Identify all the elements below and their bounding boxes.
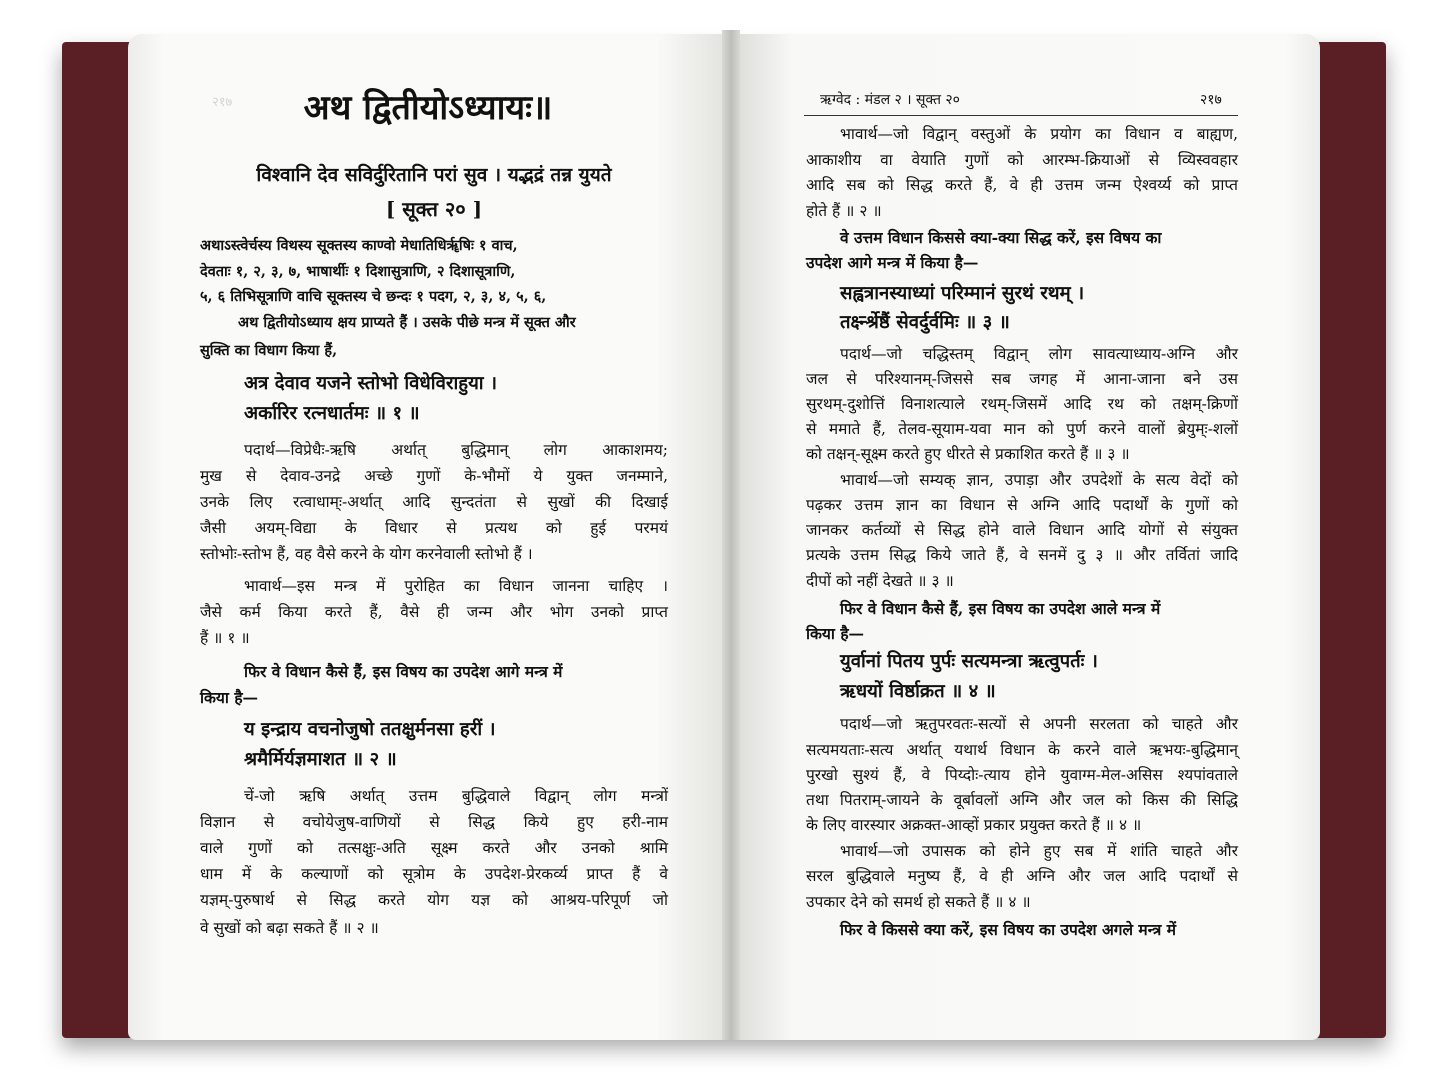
verse-heading: विश्वानि देव सविर्दुरितानि परां सुव । यद्भद्रं तन्न युयते bbox=[256, 164, 612, 186]
mantra-line: युर्वानां पितय पुर्पः सत्यमन्त्रा ऋत्वुपर्तः । bbox=[840, 651, 1098, 672]
intro-line: सुक्ति का विधाग किया हैं, bbox=[200, 342, 338, 359]
padartha-line: पदार्थ—जो ऋतुपरवतः-सत्यों से अपनी सरलता को चाहते और bbox=[840, 715, 1238, 733]
padartha-line: पदार्थ—जो चद्धिस्तम् विद्वान् लोग सावत्याध्याय-अग्नि और bbox=[840, 345, 1238, 363]
intro-line: अथ द्वितीयोऽध्याय क्षय प्राप्यते हैं । उसके पीछे मन्त्र में सूक्त और bbox=[238, 314, 576, 331]
subject-intro: किया है— bbox=[200, 688, 259, 707]
padartha-line: वे सुखों को बढ़ा सकते हैं ॥ २ ॥ bbox=[200, 919, 379, 937]
mantra-line: तर्क्ष्न्श्रेष्ठैं सेवर्दुर्वमिः ॥ ३ ॥ bbox=[840, 312, 1010, 333]
bhavartha-line: भावार्थ—जो विद्वान् वस्तुओं के प्रयोग का विधान व बाह्यण, bbox=[840, 125, 1238, 143]
bhavartha-line: भावार्थ—जो उपासक को होने हुए सब में शांति चाहते और bbox=[840, 842, 1238, 860]
padartha-line: जल से परिश्यानम्-जिससे सब जगह में आना-जाना बने उस bbox=[806, 370, 1238, 388]
padartha-line: चें-जो ऋषि अर्थात् उत्तम बुद्धिवाले विद्वान् लोग मन्त्रों bbox=[244, 787, 668, 805]
intro-line: अथाऽस्त्वेर्चस्य विथस्य सूक्तस्य काण्वो मेधातिधिर्ॠषिः १ वाच, bbox=[200, 237, 518, 254]
subject-intro: फिर वे किससे क्या करें, इस विषय का उपदेश अगले मन्त्र में bbox=[840, 920, 1176, 939]
padartha-line: से ममाते हैं, तेलव-सूयाम-यवा मान को पुर्ण करने वालों ब्रेयुम्ः-शलों bbox=[806, 420, 1238, 438]
padartha-line: के लिए वारस्यार अक्रक्त-आव्हों प्रकार प्रयुक्त करते हैं ॥ ४ ॥ bbox=[806, 816, 1142, 834]
running-head: ऋग्वेद : मंडल २ । सूक्त २० bbox=[820, 92, 960, 108]
intro-line: ५, ६ तिभिसूत्राणि वाचि सूक्तस्य चे छन्दः १ पदग, २, ३, ४, ५, ६, bbox=[200, 288, 547, 305]
intro-line: देवताः १, २, ३, ७, भाषार्थीः १ दिशासुत्राणि, २ दिशासूत्राणि, bbox=[200, 263, 516, 280]
subject-intro: फिर वे विधान कैसे हैं, इस विषय का उपदेश आले मन्त्र में bbox=[840, 599, 1161, 618]
padartha-line: मुख से देवाव-उनद्रे अच्छे गुणों के-भौमों ये युक्त जनम्माने, bbox=[200, 467, 668, 485]
padartha-line: जैसी अयम्-विद्या के विधार से प्रत्यथ को हुई परमयं bbox=[200, 519, 668, 537]
padartha-line: उनके लिए रत्वाधाम्ः-अर्थात् आदि सुन्दतंता से सुखों की दिखाई bbox=[200, 493, 668, 511]
page-number: २१७ bbox=[1200, 92, 1222, 108]
padartha-line: धाम में के कल्याणों को सूत्रोम के उपदेश-प्रेरकर्व्य प्राप्त हैं वे bbox=[200, 865, 668, 883]
mantra-line: अर्कारिर रत्नधार्तमः ॥ १ ॥ bbox=[244, 403, 420, 424]
ghost-page-number: २१७ bbox=[212, 95, 233, 110]
subject-intro: वे उत्तम विधान किससे क्या-क्या सिद्ध करें, इस विषय का bbox=[840, 228, 1162, 247]
padartha-line: विज्ञान से वचोयेजुष-वाणियों से सिद्ध किये हुए हरी-नाम bbox=[200, 813, 668, 831]
padartha-line: यज्ञम्-पुरुषार्थ से सिद्ध करते योग यज्ञ को आश्रय-परिपूर्ण जो bbox=[200, 891, 668, 909]
bhavartha-line: दीपों को नहीं देखते ॥ ३ ॥ bbox=[806, 572, 954, 590]
bhavartha-line: जैसे कर्म किया करते हैं, वैसे ही जन्म और भोग उनको प्राप्त bbox=[200, 603, 668, 621]
mantra-line: सह्वत्रानस्याध्यां परिम्मानं सुरथं रथम् । bbox=[840, 283, 1085, 304]
bhavartha-line: भावार्थ—जो सम्यक् ज्ञान, उपाड़ा और उपदेशों के सत्य वेदों को bbox=[840, 471, 1238, 489]
bhavartha-line: आकाशीय वा वेयाति गुणों को आरम्भ-क्रियाओं से व्यिस्ववहार bbox=[806, 151, 1238, 169]
bhavartha-line: पढ़कर उत्तम ज्ञान का विधान से अग्नि आदि पदार्थों के गुणों को bbox=[806, 496, 1238, 514]
bhavartha-line: भावार्थ—इस मन्त्र में पुरोहित का विधान जानना चाहिए । bbox=[244, 577, 668, 595]
padartha-line: को तक्षन्-सूक्ष्म करते हुए धीरते से प्रकाशित करते हैं ॥ ३ ॥ bbox=[806, 445, 1130, 463]
bhavartha-line: सरल बुद्धिवाले मनुष्य हैं, वे ही अग्नि और जल आदि पदार्थों से bbox=[806, 867, 1238, 885]
bhavartha-line: होते हैं ॥ २ ॥ bbox=[806, 202, 882, 220]
subject-intro: उपदेश आगे मन्त्र में किया है— bbox=[806, 253, 979, 272]
bhavartha-line: हैं ॥ १ ॥ bbox=[200, 629, 250, 647]
padartha-line: पदार्थ—विप्रेधैः-ऋषि अर्थात् बुद्धिमान् लोग आकाशमय; bbox=[244, 441, 668, 459]
subject-intro: किया है— bbox=[806, 624, 865, 643]
subject-intro: फिर वे विधान कैसे हैं, इस विषय का उपदेश आगे मन्त्र में bbox=[244, 662, 563, 681]
book-gutter bbox=[722, 30, 740, 1040]
header-rule bbox=[804, 115, 1238, 116]
chapter-title: अथ द्वितीयोऽध्यायः॥ bbox=[303, 88, 553, 128]
mantra-line: श्रमैर्मिर्यज्ञमाशत ॥ २ ॥ bbox=[244, 749, 397, 770]
bhavartha-line: उपकार देने को समर्थ हो सकते हैं ॥ ४ ॥ bbox=[806, 893, 1031, 911]
padartha-line: तथा पितराम्-जायने के वूर्बावलों अग्नि और जल को किस की सिद्धि bbox=[806, 791, 1238, 809]
mantra-line: य इन्द्राय वचनोजुषो ततक्षुर्मनसा हरीं । bbox=[244, 719, 496, 740]
padartha-line: सत्यमयताः-सत्य अर्थात् यथार्थ विधान के करने वाले ऋभयः-बुद्धिमान् bbox=[806, 741, 1238, 759]
padartha-line: स्तोभोः-स्तोभ हैं, वह वैसे करने के योग करनेवाली स्तोभो हैं । bbox=[200, 545, 533, 563]
mantra-line: ऋधयों विर्ष्ठाक्रत ॥ ४ ॥ bbox=[840, 681, 996, 702]
bhavartha-line: आदि सब को सिद्ध करते हैं, वे ही उत्तम जन्म ऐश्वर्य्य को प्राप्त bbox=[806, 176, 1238, 194]
bhavartha-line: जानकर कर्तव्यों से सिद्ध होने वाले विधान आदि योगों से संयुक्त bbox=[806, 521, 1238, 539]
mantra-line: अत्र देवाव यजने स्तोभो विधेविराहुया । bbox=[244, 373, 498, 394]
padartha-line: वाले गुणों को तत्सक्षुः-अति सूक्ष्म करते और उनको श्रामि bbox=[200, 839, 668, 857]
sukta-label: [ सूक्त २० ] bbox=[385, 197, 483, 221]
padartha-line: पुरखो सुश्यं हैं, वे पिय्दोः-त्याय होने युवाग्म-मेल-असिस श्यपांवताले bbox=[806, 766, 1238, 784]
padartha-line: सुरथम्-दुशोत्तिं विनाशत्याले रथम्-जिसमें आदि रथ को तक्षम्-क्रिणों bbox=[806, 395, 1238, 413]
bhavartha-line: प्रत्यके उत्तम सिद्ध किये जाते हैं, वे सनमें दु ३ ॥ और तर्वितां जादि bbox=[806, 546, 1239, 564]
